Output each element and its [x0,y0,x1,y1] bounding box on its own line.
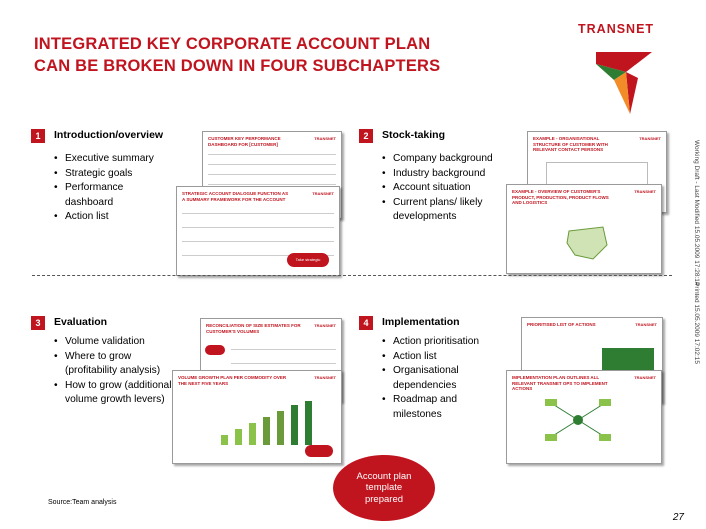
thumb-logo: TRANSNET [312,191,334,196]
thumb-title: STRATEGIC ACCOUNT DIALOGUE FUNCTION AS A SUMMARY FRAMEWORK FOR THE ACCOUNT [182,191,289,202]
section-3-number: 3 [31,316,45,330]
list-item: • Company background [382,152,510,167]
thumb-title: CUSTOMER KEY PERFORMANCE DASHBOARD FOR [CUSTOMER] [208,136,281,147]
thumb-logo: TRANSNET [314,375,336,380]
section-2-title: Stock-taking [382,129,446,141]
divider [32,275,672,276]
printed-note: Printed 15.05.2009 17:02:15 [693,282,700,365]
transnet-logo [578,22,670,118]
thumbnail-strategic-dialogue [176,186,340,276]
list-item: • Executive summary [54,152,174,167]
section-2-number: 2 [359,129,373,143]
list-item: • Organisational dependencies [382,364,492,393]
list-item: • Industry background [382,167,510,182]
thumb-title: IMPLEMENTATION PLAN OUTLINES ALL RELEVANT TRANSNET OPS TO IMPLEMENT ACTIONS [512,375,608,391]
section-3-list [54,335,176,408]
thumb-logo: TRANSNET [639,136,661,141]
source-note: Source:Team analysis [48,499,117,506]
thumb-logo: TRANSNET [314,323,336,328]
thumb-logo: TRANSNET [635,322,657,327]
section-4-number: 4 [359,316,373,330]
list-item: • Action list [54,210,174,225]
thumbnail-product-flows [506,184,662,274]
page-number: 27 [672,512,684,523]
thumb-logo: TRANSNET [634,189,656,194]
page-title: INTEGRATED KEY CORPORATE ACCOUNT PLAN CAN BE BROKEN DOWN IN FOUR SUBCHAPTERS [34,35,441,75]
section-1-title: Introduction/overview [54,129,164,141]
list-item: • Account situation [382,181,510,196]
thumbnail-volume-growth [172,370,342,464]
list-item: • Current plans/ likely developments [382,196,510,225]
working-draft-note: Working Draft - Last Modified 15.05.2009 17:28:14 [693,140,700,286]
list-item: • Action list [382,350,492,365]
thumbnail-implementation-plan [506,370,662,464]
account-plan-oval [333,455,435,521]
list-item: • Roadmap and milestones [382,393,492,422]
list-item: • Strategic goals [54,167,174,182]
thumb-logo: TRANSNET [314,136,336,141]
map-icon [563,223,611,263]
section-3-title: Evaluation [54,316,108,328]
list-item: • Where to grow (profitability analysis) [54,350,176,379]
section-4-title: Implementation [382,316,460,328]
thumb-title: RECONCILIATION OF SIZE ESTIMATES FOR CUSTOMER'S VOLUMES [206,323,301,334]
logo-mark-icon [578,22,670,118]
thumb-title: PRIORITISED LIST OF ACTIONS [527,322,596,327]
section-2-list [382,152,510,225]
network-icon [543,397,613,443]
list-item: • Performance dashboard [54,181,174,210]
section-1-list [54,152,174,225]
thumb-title: EXAMPLE - OVERVIEW OF CUSTOMER'S PRODUCT, PRODUCTION, PRODUCT FLOWS AND LOGISTICS [512,189,609,205]
thumb-title: VOLUME GROWTH PLAN PER COMMODITY OVER THE NEXT FIVE YEARS [178,375,287,386]
list-item: • How to grow (additional volume growth levers) [54,379,176,408]
list-item: • Volume validation [54,335,176,350]
thumb-title: EXAMPLE - ORGANISATIONAL STRUCTURE OF CUSTOMER WITH RELEVANT CONTACT PERSONS [533,136,608,152]
mini-bar-chart [221,399,331,445]
list-item: • Action prioritisation [382,335,492,350]
section-1-number: 1 [31,129,45,143]
thumb-logo: TRANSNET [634,375,656,380]
logo-text: TRANSNET [578,22,655,36]
oval-text: Account plan template prepared [356,470,412,505]
section-4-list [382,335,492,422]
thumb-red-button: Take strategic initiatives [287,253,329,267]
